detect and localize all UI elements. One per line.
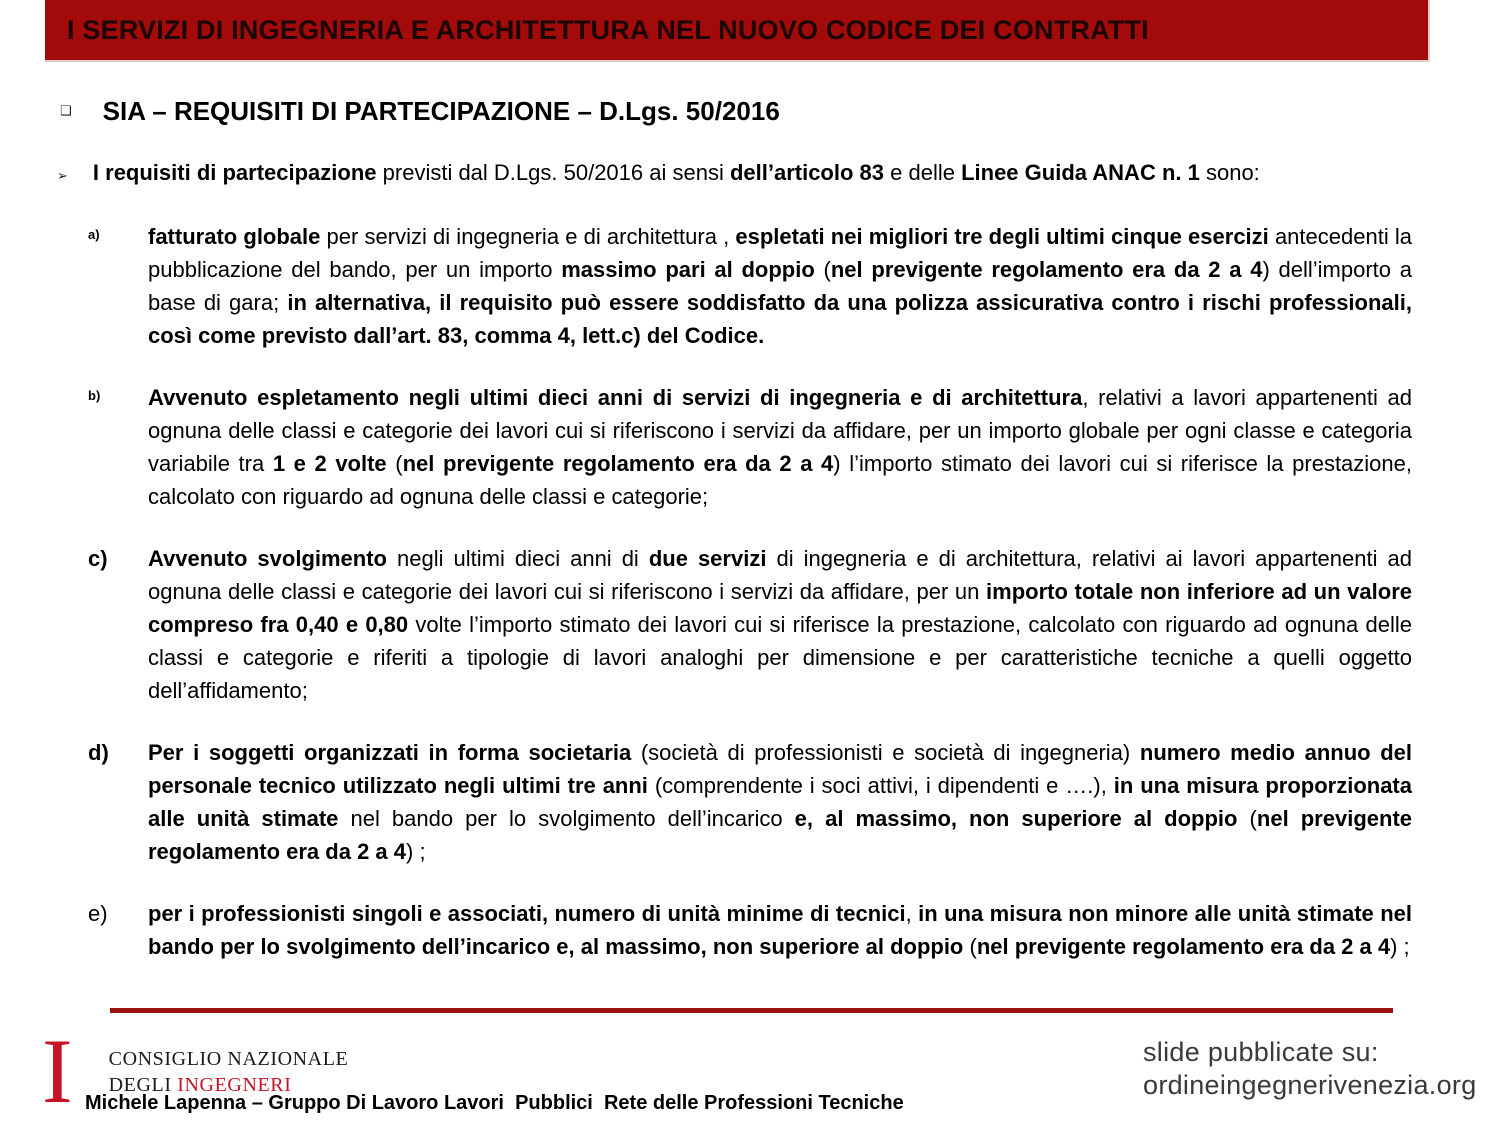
item-text-d: Per i soggetti organizzati in forma societaria (società di professionisti e società di ingegneria) numero medio annuo del personale tecnico utilizzato negli ultimi tre anni (comprendente i soci attivi, i dipendenti e ….), in una misura proporzionata alle unità stimate nel bando per lo svolgimento dell’incarico e, al massimo, non superiore al doppio (nel previgente regolamento era da 2 a 4) ; bbox=[148, 740, 1412, 864]
author-credit: Michele Lapenna – Gruppo Di Lavoro Lavori Pubblici Rete delle Professioni Tecniche bbox=[85, 1092, 904, 1114]
item-text-a: fatturato globale per servizi di ingegneria e di architettura , espletati nei migliori tre degli ultimi cinque esercizi antecedenti la pubblicazione del bando, per un importo massimo pari al doppio (nel previgente regolamento era da 2 a 4) dell’importo a base di gara; in alternativa, il requisito può essere soddisfatto da una polizza assicurativa contro i rischi professionali, così come previsto dall’art. 83, comma 4, lett.c) del Codice. bbox=[148, 224, 1412, 348]
subtitle-row bbox=[60, 96, 780, 127]
list-item-b bbox=[88, 381, 1412, 513]
subtitle-heading: SIA – REQUISITI DI PARTECIPAZIONE – D.Lgs. 50/2016 bbox=[102, 96, 780, 126]
logo-letter-i: I bbox=[42, 1020, 73, 1122]
intro-row bbox=[57, 160, 1430, 186]
logo-line2-black: DEGLI bbox=[108, 1074, 178, 1096]
item-marker-e: e) bbox=[88, 901, 108, 926]
item-marker-c: c) bbox=[88, 546, 108, 571]
list-item-d bbox=[88, 736, 1412, 868]
published-line2: ordineingegnerivenezia.org bbox=[1143, 1070, 1477, 1100]
item-marker-a: a) bbox=[88, 227, 100, 242]
requirements-list bbox=[88, 220, 1412, 992]
logo-line1: CONSIGLIO NAZIONALE bbox=[108, 1048, 349, 1070]
header-bar bbox=[45, 0, 1430, 62]
item-marker-b: b) bbox=[88, 388, 101, 403]
logo-line2-red: INGEGNERI bbox=[177, 1074, 292, 1096]
list-item-e bbox=[88, 897, 1412, 963]
list-item-c bbox=[88, 542, 1412, 707]
arrow-bullet-icon: ➢ bbox=[57, 168, 68, 183]
list-item-a bbox=[88, 220, 1412, 352]
item-text-b: Avvenuto espletamento negli ultimi dieci anni di servizi di ingegneria e di architettura, relativi a lavori appartenenti ad ognuna delle classi e categorie dei lavori cui si riferiscono i servizi da affidare, per un importo globale per ogni classe e categoria variabile tra 1 e 2 volte (nel previgente regolamento era da 2 a 4) l’importo stimato dei lavori cui si riferisce la prestazione, calcolato con riguardo ad ognuna delle classi e categorie; bbox=[148, 385, 1412, 509]
logo-text bbox=[109, 1046, 349, 1098]
published-note bbox=[1143, 1036, 1477, 1102]
page-title: I SERVIZI DI INGEGNERIA E ARCHITETTURA NEL NUOVO CODICE DEI CONTRATTI bbox=[67, 14, 1149, 45]
published-line1: slide pubblicate su: bbox=[1143, 1037, 1379, 1067]
item-text-c: Avvenuto svolgimento negli ultimi dieci anni di due servizi di ingegneria e di architettura, relativi ai lavori appartenenti ad ognuna delle classi e categorie dei lavori cui si riferiscono i servizi da affidare, per un importo totale non inferiore ad un valore compreso fra 0,40 e 0,80 volte l’importo stimato dei lavori cui si riferisce la prestazione, calcolato con riguardo ad ognuna delle classi e categorie e riferiti a tipologie di lavori analoghi per dimensione e per caratteristiche tecniche a quelli oggetto dell’affidamento; bbox=[148, 546, 1413, 703]
item-text-e: per i professionisti singoli e associati, numero di unità minime di tecnici, in una misura non minore alle unità stimate nel bando per lo svolgimento dell’incarico e, al massimo, non superiore al doppio (nel previgente regolamento era da 2 a 4) ; bbox=[148, 901, 1412, 959]
divider-line bbox=[110, 1008, 1393, 1013]
square-bullet-icon: ❑ bbox=[60, 103, 72, 118]
intro-text: I requisiti di partecipazione previsti dal D.Lgs. 50/2016 ai sensi dell’articolo 83 e delle Linee Guida ANAC n. 1 sono: bbox=[92, 160, 1260, 185]
item-marker-d: d) bbox=[88, 740, 109, 765]
